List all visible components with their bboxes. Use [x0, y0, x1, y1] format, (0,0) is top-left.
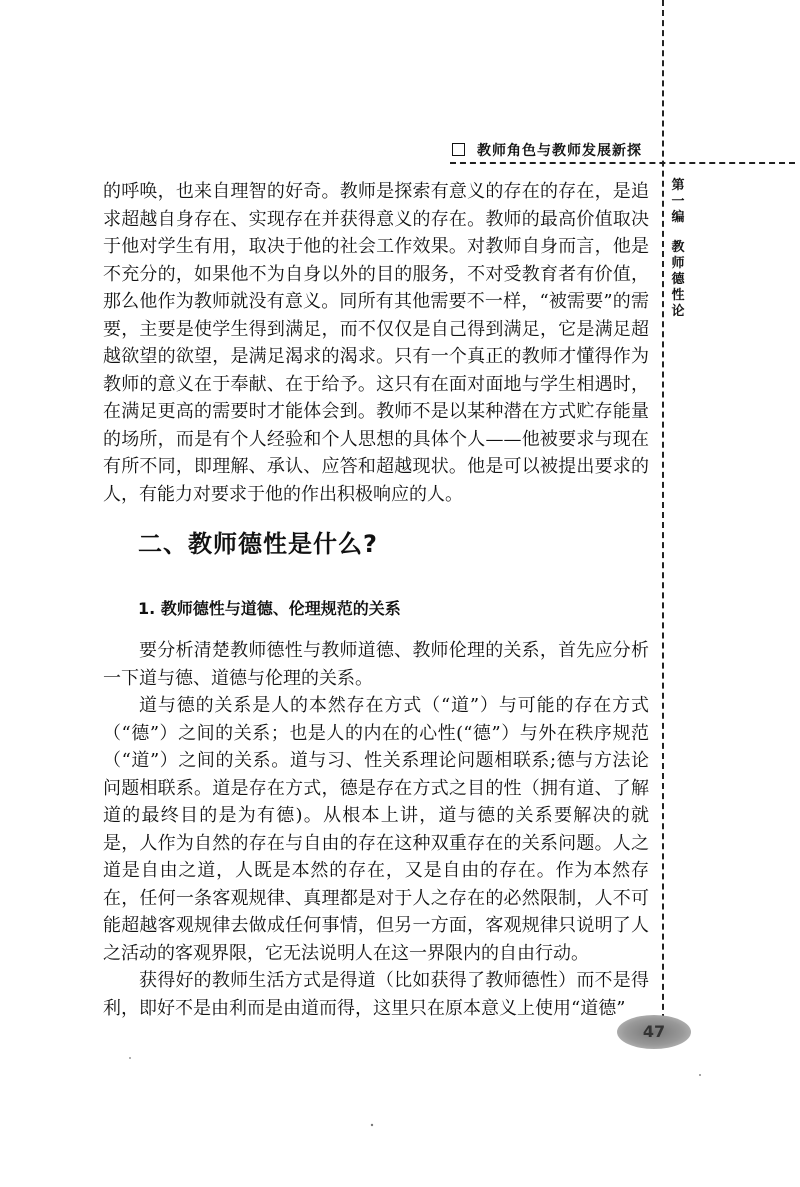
side-tab-title: 教师德性论 [671, 240, 685, 319]
body-text-bottom [103, 637, 649, 1022]
subsection-heading: 1. 教师德性与道德、伦理规范的关系 [138, 599, 401, 618]
square-box-icon [452, 143, 465, 156]
paragraph: 的呼唤，也来自理智的好奇。教师是探索有意义的存在的存在，是追求超越自身存在、实现存在并获得意义的存在。教师的最高价值取决于他对学生有用，取决于他的社会工作效果。对教师自身而言，他是不充分的，如果他不为自身以外的目的服务，不对受教育者有价值，那么他作为教师就没有意义。同所有其他需要不一样，“被需要”的需要，主要是使学生得到满足，而不仅仅是自己得到满足，它是满足超越欲望的欲望，是满足渴求的渴求。只有一个真正的教师才懂得作为教师的意义在于奉献、在于给予。这只有在面对面地与学生相遇时，在满足更高的需要时才能体会到。教师不是以某种潜在方式贮存能量的场所，而是有个人经验和个人思想的具体个人——他被要求与现在有所不同，即理解、承认、应答和超越现状。他是可以被提出要求的人，有能力对要求于他的作出积极响应的人。 [103, 181, 649, 505]
paragraph: 获得好的教师生活方式是得道（比如获得了教师德性）而不是得利，即好不是由利而是由道而得，这里只在原本意义上使用“道德” [103, 970, 649, 1019]
running-head-title: 教师角色与教师发展新探 [477, 143, 642, 159]
vertical-cut-line [662, 0, 664, 1030]
side-tab-part: 第一编 [671, 178, 685, 225]
paragraph: 道与德的关系是人的本然存在方式（“道”）与可能的存在方式（“德”）之间的关系；也是人的内在的心性(“德”）与外在秩序规范（“道”）之间的关系。道与习、性关系理论问题相联系;德与方法论问题相联系。道是存在方式，德是存在方式之目的性（拥有道、了解道的最终目的是为有德)。从根本上讲，道与德的关系要解决的就是，人作为自然的存在与自由的存在这种双重存在的关系问题。人之道是自由之道，人既是本然的存在，又是自由的存在。作为本然存在，任何一条客观规律、真理都是对于人之存在的必然限制，人不可能超越客观规律去做成任何事情，但另一方面，客观规律只说明了人之活动的客观界限，它无法说明人在这一界限内的自由行动。 [103, 695, 649, 964]
header-rule [450, 162, 795, 164]
paragraph: 要分析清楚教师德性与教师道德、教师伦理的关系，首先应分析一下道与德、道德与伦理的关系。 [103, 640, 649, 689]
page-number-badge: 47 [617, 1015, 691, 1049]
section-heading: 二、教师德性是什么? [138, 530, 378, 558]
body-text-top [103, 178, 649, 508]
side-tab [668, 178, 688, 320]
running-head [452, 140, 642, 160]
